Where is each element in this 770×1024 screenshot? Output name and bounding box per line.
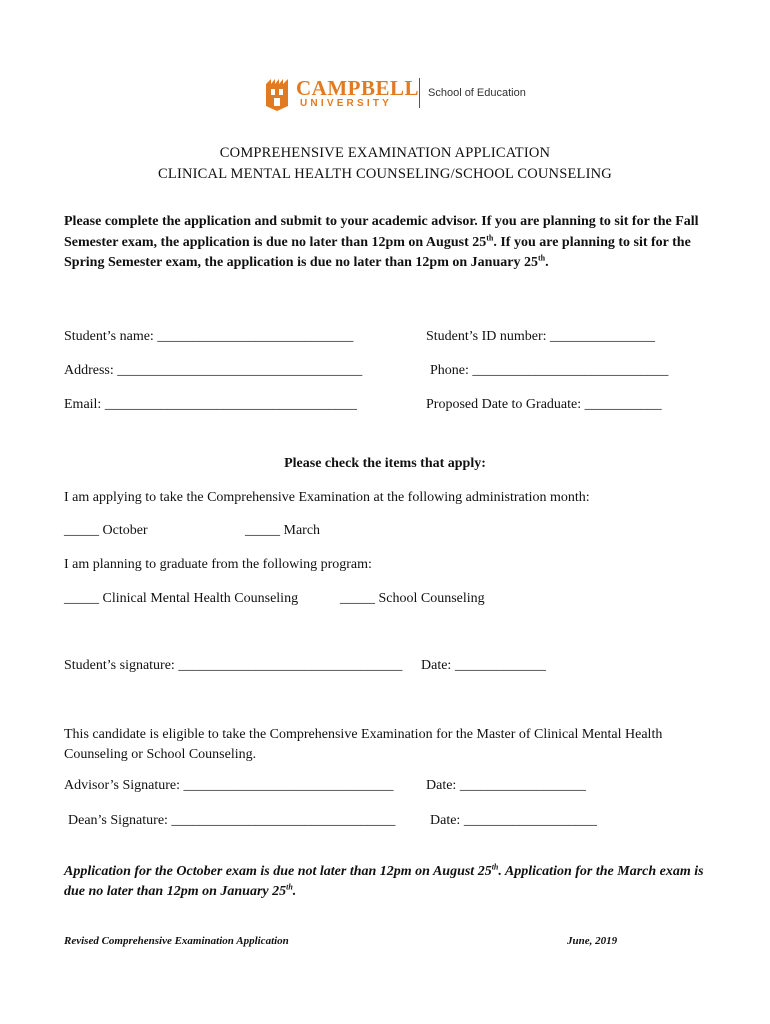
phone-field[interactable]: Phone: ____________________________: [430, 363, 669, 378]
logo-school-name: School of Education: [428, 87, 526, 99]
document-title-line2: CLINICAL MENTAL HEALTH COUNSELING/SCHOOL COUNSELING: [158, 166, 612, 182]
school-counseling-option[interactable]: _____ School Counseling: [340, 591, 485, 606]
administration-prompt: I am applying to take the Comprehensive Examination at the following administration month:: [64, 490, 590, 505]
student-name-field[interactable]: Student’s name: ____________________________: [64, 329, 354, 344]
logo-wordmark: CAMPBELL: [296, 76, 420, 100]
tower-crest-icon: [262, 76, 292, 112]
advisor-date-field[interactable]: Date: __________________: [426, 778, 586, 793]
advisor-signature-field[interactable]: Advisor’s Signature: ______________________________: [64, 778, 394, 793]
deadline-note: Application for the October exam is due not later than 12pm on August 25th. Application for the March exam is due no later than 12pm on January 25th.: [64, 862, 704, 899]
logo-university: UNIVERSITY: [300, 98, 393, 109]
october-option[interactable]: _____ October: [64, 523, 148, 538]
check-items-heading: Please check the items that apply:: [284, 456, 486, 471]
cmhc-program-option[interactable]: _____ Clinical Mental Health Counseling: [64, 591, 299, 606]
graduation-date-field[interactable]: Proposed Date to Graduate: ___________: [426, 397, 662, 412]
document-title-line1: COMPREHENSIVE EXAMINATION APPLICATION: [219, 145, 551, 161]
footer-date: June, 2019: [567, 935, 618, 947]
dean-signature-field[interactable]: Dean’s Signature: ________________________________: [68, 813, 396, 828]
march-option[interactable]: _____ March: [245, 523, 321, 538]
address-field[interactable]: Address: ___________________________________: [64, 363, 363, 378]
student-signature-date-field[interactable]: Date: _____________: [421, 658, 546, 673]
dean-date-field[interactable]: Date: ___________________: [430, 813, 597, 828]
logo-divider: [419, 78, 420, 108]
email-field[interactable]: Email: ____________________________________: [64, 397, 357, 412]
student-id-field[interactable]: Student’s ID number: _______________: [426, 329, 656, 344]
university-logo: [262, 74, 532, 114]
footer-revision-label: Revised Comprehensive Examination Application: [64, 935, 289, 947]
student-signature-field[interactable]: Student’s signature: ________________________________: [64, 658, 403, 673]
program-prompt: I am planning to graduate from the following program:: [64, 557, 372, 572]
eligibility-statement: This candidate is eligible to take the Comprehensive Examination for the Master of Clinical Mental Health Counseling or School Counseling.: [64, 727, 663, 762]
instructions-paragraph: Please complete the application and submit to your academic advisor. If you are planning to sit for the Fall Semester exam, the application is due no later than 12pm on August 25th. If you are planning to sit for the Spring Semester exam, the application is due no later than 12pm on January 25th.: [64, 214, 699, 270]
